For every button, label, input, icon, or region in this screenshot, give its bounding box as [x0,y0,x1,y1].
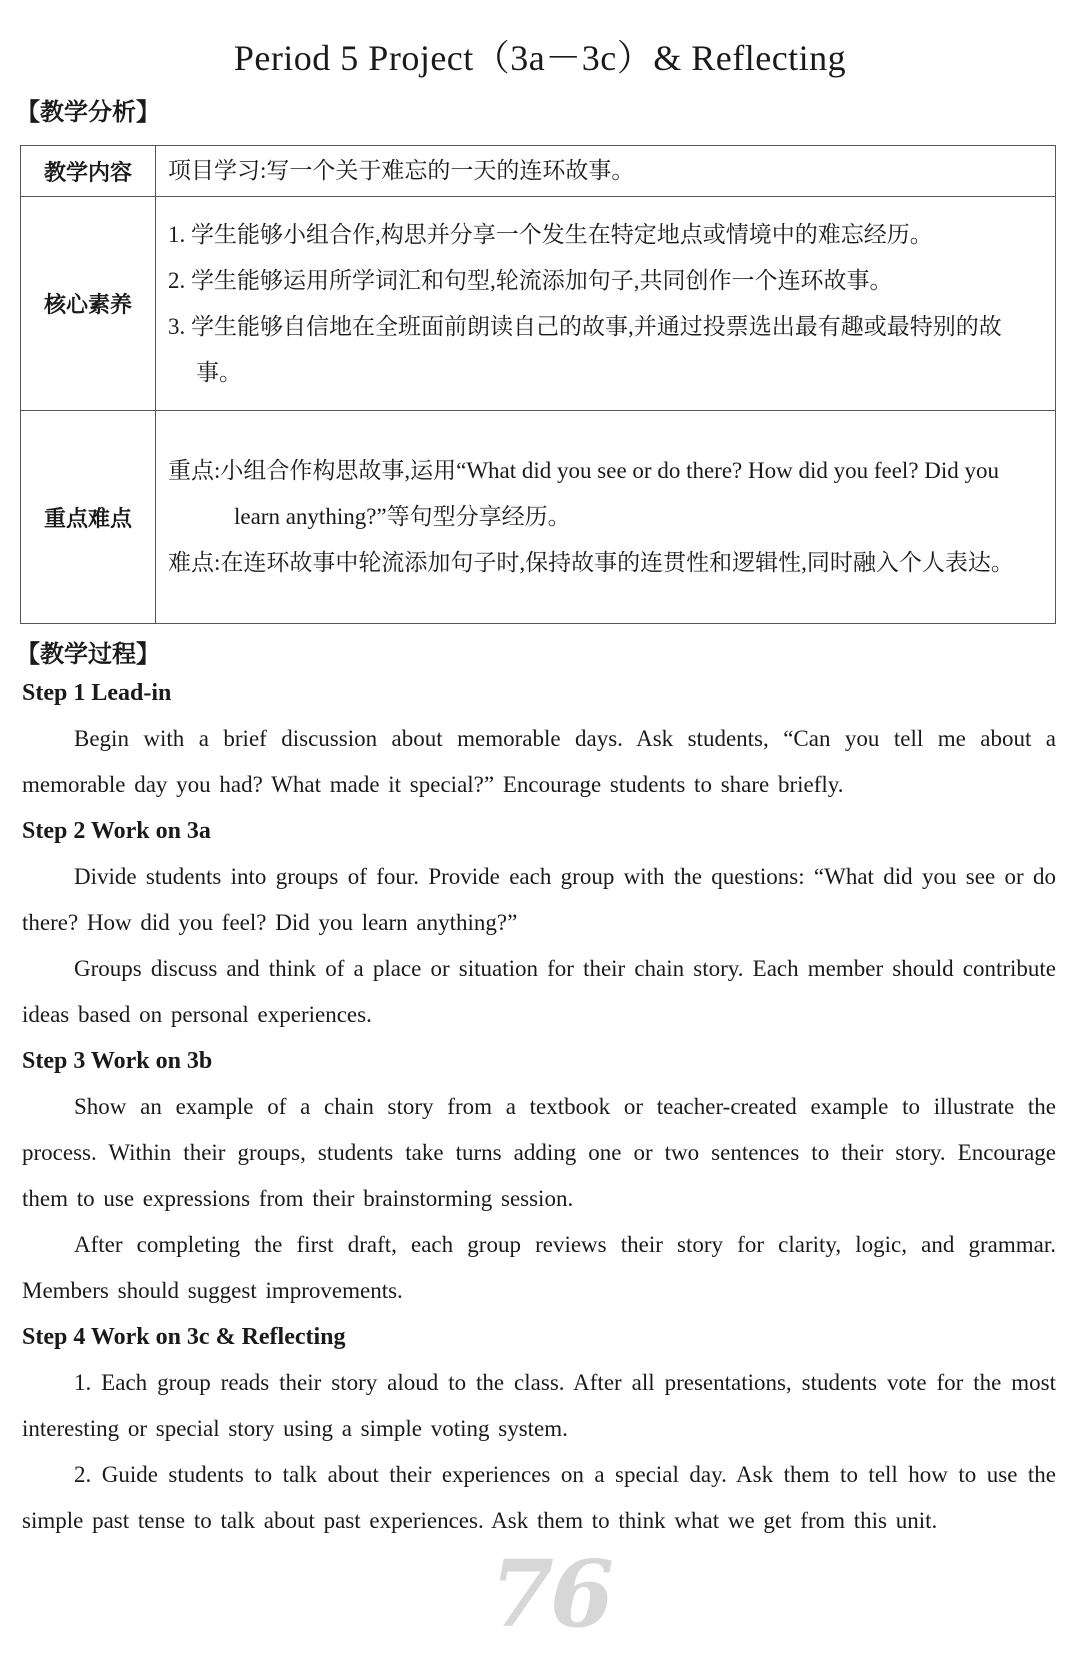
step-1-heading: Step 1 Lead-in [22,680,172,706]
table-row-core [21,197,1056,411]
step-3-paragraph-2: After completing the first draft, each group reviews their story for clarity, logic, and grammar. Members should suggest improvements. [22,1232,1056,1303]
core-list [156,197,1056,411]
step-2-paragraph-1: Divide students into groups of four. Provide each group with the questions: “What did you see or do there? How did you feel? Did you learn anything?” [22,864,1056,935]
analysis-table [20,145,1056,624]
step-3-paragraph-1: Show an example of a chain story from a textbook or teacher-created example to illustrate the process. Within their groups, students take turns adding one or two sentences to their story. Encourage them to use expressions from their brainstorming session. [22,1094,1056,1211]
key-list [156,411,1056,624]
analysis-section-label: 【教学分析】 [16,98,160,126]
core-item-2: 2. 学生能够运用所学词汇和句型,轮流添加句子,共同创作一个连环故事。 [168,267,893,293]
step-3-heading: Step 3 Work on 3b [22,1048,213,1074]
process-body [22,670,1056,1544]
key-focus: 重点:小组合作构思故事,运用“What did you see or do there? How did you feel? Did you learn anything?”等句型分享经历。 [168,458,1000,529]
step-2-paragraph-2: Groups discuss and think of a place or situation for their chain story. Each member should contribute ideas based on personal experiences. [22,956,1056,1027]
content-text: 项目学习:写一个关于难忘的一天的连环故事。 [156,146,1056,197]
core-item-1: 1. 学生能够小组合作,构思并分享一个发生在特定地点或情境中的难忘经历。 [168,221,933,247]
page-title: Period 5 Project（3a－3c）& Reflecting [233,38,847,78]
page-number: 76 [490,1540,611,1648]
step-1-paragraph-1: Begin with a brief discussion about memorable days. Ask students, “Can you tell me about a memorable day you had? What made it special?” Encourage students to share briefly. [22,726,1056,797]
step-4-heading: Step 4 Work on 3c & Reflecting [22,1324,346,1350]
content-header: 教学内容 [21,146,156,197]
process-section-label: 【教学过程】 [16,640,160,668]
step-2-heading: Step 2 Work on 3a [22,818,211,844]
table-row-content [21,146,1056,197]
step-4-paragraph-2: 2. Guide students to talk about their experiences on a special day. Ask them to tell how to use the simple past tense to talk about past experiences. Ask them to think what we get from this unit. [22,1462,1056,1533]
key-header: 重点难点 [21,411,156,624]
table-row-key [21,411,1056,624]
core-item-3: 3. 学生能够自信地在全班面前朗读自己的故事,并通过投票选出最有趣或最特别的故事。 [168,313,1002,385]
key-difficulty: 难点:在连环故事中轮流添加句子时,保持故事的连贯性和逻辑性,同时融入个人表达。 [168,550,1014,575]
step-4-paragraph-1: 1. Each group reads their story aloud to the class. After all presentations, students vote for the most interesting or special story using a simple voting system. [22,1370,1056,1441]
core-header: 核心素养 [21,197,156,411]
